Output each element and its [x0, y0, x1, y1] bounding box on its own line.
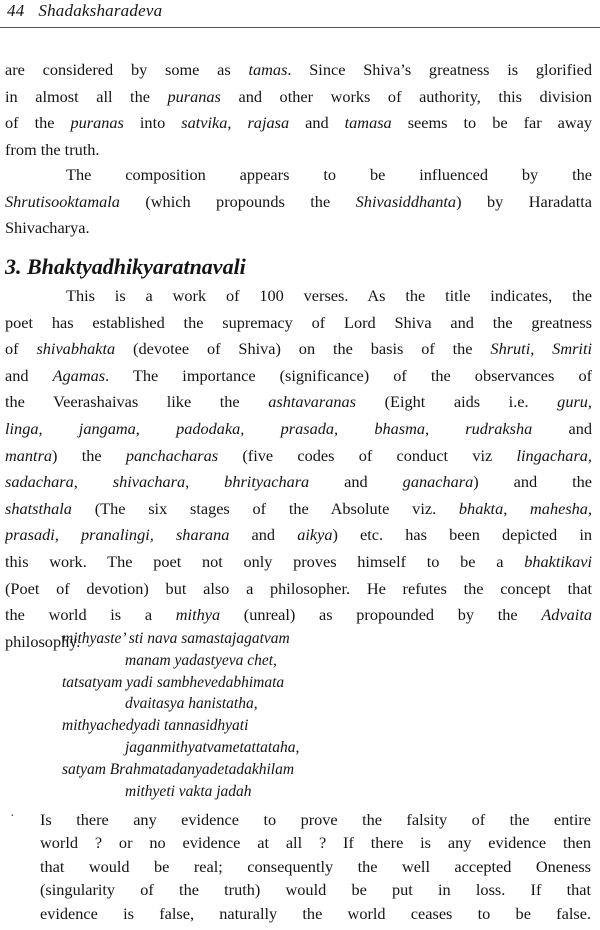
verse-line: mithyaste’ sti nava samastajagatvam: [62, 630, 290, 647]
text-line: Shrutisooktamala (which propounds the Shivasiddhanta) by Haradatta: [5, 191, 592, 211]
section-heading: [5, 254, 246, 280]
text-line: sadachara, shivachara, bhrityachara and ganachara) and the: [5, 472, 592, 492]
sanskrit-verse: [62, 628, 299, 802]
text-line: Shivacharya.: [5, 218, 90, 238]
text-line: evidence is false, naturally the world ceases to be false.: [40, 903, 591, 923]
page-number: 44: [7, 1, 25, 20]
verse-line: satyam Brahmatadanyadetadakhilam: [62, 760, 295, 778]
text-line: that would be real; consequently the well accepted Oneness: [40, 856, 591, 876]
text-line: and Agamas. The importance (significance) of the observances of: [5, 365, 592, 385]
verse-line: manam yadastyeva chet,: [125, 651, 277, 669]
text-line: the world is a mithya (unreal) as propounded by the Advaita: [5, 605, 592, 625]
text-line: this work. The poet not only proves himself to be a bhaktikavi: [5, 551, 592, 571]
section-number: 3.: [5, 254, 22, 279]
text-line: of shivabhakta (devotee of Shiva) on the basis of the Shruti, Smriti: [5, 339, 592, 359]
text-line: Is there any evidence to prove the falsity of the entire: [40, 810, 591, 829]
section-title: Bhaktyadhikyaratnavali: [27, 254, 246, 279]
text-line: the Veerashaivas like the ashtavaranas (Eight aids i.e. guru,: [5, 392, 592, 412]
text-line: philosophy.: [5, 631, 81, 651]
verse-line: tatsatyam yadi sambhevedabhimata: [62, 673, 285, 691]
text-line: of the puranas into satvika, rajasa and tamasa seems to be far away: [5, 113, 592, 133]
paragraph-1: [5, 57, 592, 163]
verse-translation: [40, 808, 591, 925]
paragraph-3: [5, 283, 592, 655]
text-line: linga, jangama, padodaka, prasada, bhasma, rudraksha and: [5, 418, 592, 438]
text-line: world ? or no evidence at all ? If there is any evidence then: [40, 833, 591, 853]
header-rule: [0, 27, 600, 28]
verse-line: dvaitasya hanistatha,: [125, 695, 258, 713]
text-line: poet has established the supremacy of Lord Shiva and the greatness: [5, 312, 592, 332]
text-line: mantra) the panchacharas (five codes of conduct viz lingachara,: [5, 445, 592, 465]
running-head-title: Shadaksharadeva: [38, 1, 163, 20]
text-line: in almost all the puranas and other works of authority, this division: [5, 86, 592, 106]
text-line: (Poet of devotion) but also a philosopher. He refutes the concept that: [5, 578, 592, 598]
verse-line: mithyachedyadi tannasidhyati: [62, 717, 249, 735]
verse-line: mithyeti vakta jadah: [125, 782, 252, 800]
text-line: The composition appears to be influenced by the: [66, 165, 592, 184]
text-line: (singularity of the truth) would be put in loss. If that: [40, 880, 591, 900]
paragraph-2: [5, 162, 592, 242]
text-line: shatsthala (The six stages of the Absolute viz. bhakta, mahesha,: [5, 498, 592, 518]
running-head: [7, 1, 162, 21]
text-line: This is a work of 100 verses. As the title indicates, the: [66, 286, 592, 305]
text-line: from the truth.: [5, 139, 100, 159]
bullet-mark: ·: [10, 809, 15, 824]
text-line: prasadi, pranalingi, sharana and aikya) etc. has been depicted in: [5, 525, 592, 545]
text-line: are considered by some as tamas. Since Shiva’s greatness is glorified: [5, 60, 592, 79]
verse-line: jaganmithyatvametattataha,: [125, 738, 300, 756]
